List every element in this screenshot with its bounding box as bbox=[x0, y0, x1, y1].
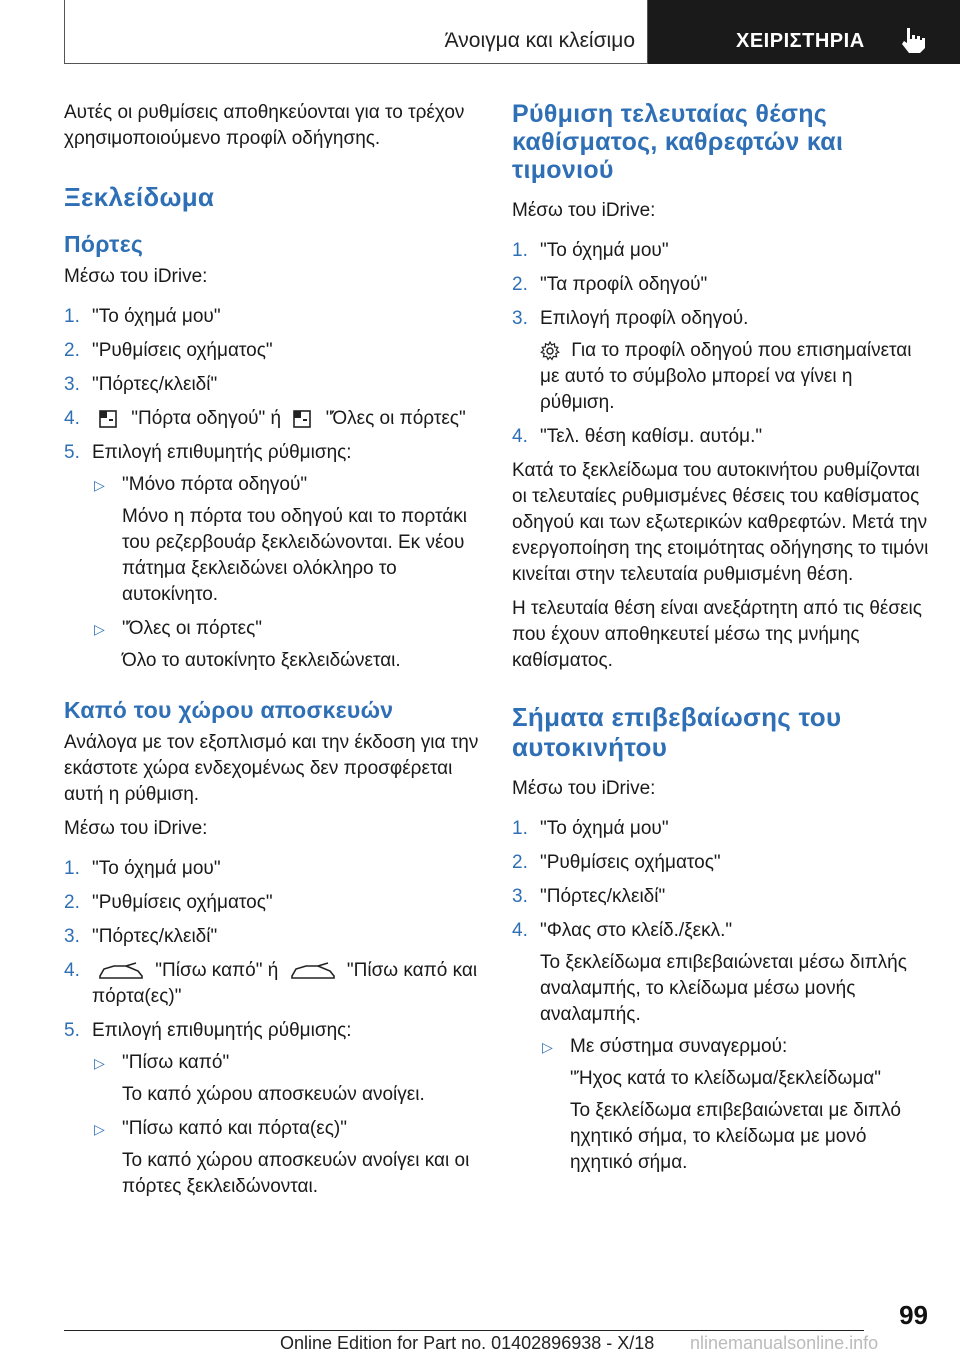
heading-last-position: Ρύθμιση τελευταίας θέσης καθίσματος, καθρεφτών και τιμονιού bbox=[512, 100, 844, 184]
triangle-bullet-icon: ▷ bbox=[542, 1039, 553, 1055]
left-column bbox=[64, 100, 484, 1208]
list-item: 1. "Το όχημά μου" bbox=[512, 818, 669, 839]
list-item: 3. Επιλογή προφίλ οδηγού. Για το προφίλ οδηγού που επισημαίνεται με αυτό το σύμβολο μπορεί να γίνει η ρύθμιση. bbox=[512, 306, 932, 416]
list-item: 3. "Πόρτες/κλειδί" bbox=[512, 886, 666, 907]
header-section-box bbox=[64, 0, 648, 64]
list-item: 1. "Το όχημά μου" bbox=[512, 240, 669, 261]
footer-edition: Online Edition for Part no. 01402896938 - X/18 bbox=[280, 1333, 655, 1353]
gear-icon bbox=[540, 341, 560, 361]
hand-pointer-icon bbox=[898, 26, 928, 54]
lastpos-steps bbox=[512, 238, 932, 450]
doors-steps bbox=[64, 304, 484, 674]
list-item: 4. "Πόρτα οδηγού" ή "Όλες οι πόρτες" bbox=[64, 408, 466, 429]
footer-divider bbox=[64, 1330, 864, 1331]
heading-doors: Πόρτες bbox=[64, 231, 144, 257]
sub-item: ▷ "Πίσω καπό" Το καπό χώρου αποσκευών ανοίγει. bbox=[94, 1052, 425, 1105]
sub-item: ▷ "Πίσω καπό και πόρτα(ες)" Το καπό χώρου αποσκευών ανοίγει και οι πόρτες ξεκλειδώνονται. bbox=[94, 1118, 470, 1197]
list-item: 2. "Τα προφίλ οδηγού" bbox=[512, 274, 708, 295]
lastpos-via-idrive: Μέσω του iDrive: bbox=[512, 200, 656, 221]
door-open-icon bbox=[98, 409, 120, 429]
page-number: 99 bbox=[899, 1300, 928, 1330]
triangle-bullet-icon: ▷ bbox=[94, 1121, 105, 1137]
list-item: 4. "Φλας στο κλείδ./ξεκλ." Το ξεκλείδωμα επιβεβαιώνεται μέσω διπλής αναλαμπής, το κλείδωμα μέσω μονής αναλαμπής. ▷ Με σύστημα συναγερμού: "Ήχος κατά το κλείδωμα/ξεκλείδωμα" Το ξεκλείδωμα επιβεβαιώνεται με διπλό ηχητικό σήμα, το κλείδωμα με μονό ηχητικό σήμα. bbox=[512, 918, 932, 1176]
header-chapter-title: ΧΕΙΡΙΣΤΗΡΙΑ bbox=[736, 30, 865, 52]
list-item: 4. "Τελ. θέση καθίσμ. αυτόμ." bbox=[512, 426, 763, 447]
heading-trunk: Καπό του χώρου αποσκευών bbox=[64, 697, 394, 723]
right-column bbox=[512, 100, 932, 1184]
lastpos-paragraph-1: Κατά το ξεκλείδωμα του αυτοκινήτου ρυθμίζονται οι τελευταίες ρυθμισμένες θέσεις του καθίσματος οδηγού και των εξωτερικών καθρεφτών. Μετά την ενεργοποίηση της ετοιμότητας οδήγησης το τιμόνι κινείται στην τελευταία ρυθμισμένη θέση. bbox=[512, 460, 929, 585]
triangle-bullet-icon: ▷ bbox=[94, 477, 105, 493]
car-trunk-icon bbox=[98, 961, 144, 981]
sub-item: ▷ "Μόνο πόρτα οδηγού" Μόνο η πόρτα του οδηγού και το πορτάκι του ρεζερβουάρ ξεκλειδώνονται. Εκ νέου πάτημα ξεκλειδώνει ολόκληρο το αυτοκίνητο. bbox=[94, 474, 467, 605]
trunk-steps bbox=[64, 856, 484, 1200]
heading-unlock: Ξεκλείδωμα bbox=[64, 182, 215, 212]
intro-paragraph: Αυτές οι ρυθμίσεις αποθηκεύονται για το τρέχον χρησιμοποιούμενο προφίλ οδήγησης. bbox=[64, 102, 465, 149]
sub-item: ▷ Με σύστημα συναγερμού: "Ήχος κατά το κλείδωμα/ξεκλείδωμα" Το ξεκλείδωμα επιβεβαιώνεται με διπλό ηχητικό σήμα, το κλείδωμα με μονό ηχητικό σήμα. bbox=[542, 1036, 901, 1173]
heading-confirm-signals: Σήματα επιβεβαίωσης του αυτοκινήτου bbox=[512, 702, 842, 762]
sub-item: ▷ "Όλες οι πόρτες" Όλο το αυτοκίνητο ξεκλειδώνεται. bbox=[94, 618, 401, 671]
confirm-via-idrive: Μέσω του iDrive: bbox=[512, 778, 656, 799]
list-item: 5. Επιλογή επιθυμητής ρύθμισης: ▷ "Μόνο πόρτα οδηγού" Μόνο η πόρτα του οδηγού και το πορτάκι του ρεζερβουάρ ξεκλειδώνονται. Εκ νέου πάτημα ξεκλειδώνει ολόκληρο το αυτοκίνητο. ▷ "Όλες οι πόρτες" Όλο το αυτοκίνητο ξεκλειδώνεται. bbox=[64, 440, 484, 674]
triangle-bullet-icon: ▷ bbox=[94, 1055, 105, 1071]
list-item: 4. "Πίσω καπό" ή "Πίσω καπό και πόρτα(ες)" bbox=[64, 960, 478, 1007]
footer-watermark: nlinemanualsonline.info bbox=[690, 1333, 879, 1353]
trunk-note: Ανάλογα με τον εξοπλισμό και την έκδοση για την εκάστοτε χώρα ενδεχομένως δεν προσφέρεται αυτή η ρύθμιση. bbox=[64, 732, 479, 805]
lastpos-paragraph-2: Η τελευταία θέση είναι ανεξάρτητη από τις θέσεις που έχουν αποθηκευτεί μέσω της μνήμης καθίσματος. bbox=[512, 598, 922, 671]
list-item: 3. "Πόρτες/κλειδί" bbox=[64, 374, 218, 395]
list-item: 2. "Ρυθμίσεις οχήματος" bbox=[512, 852, 721, 873]
header-section-title: Άνοιγμα και κλείσιμο bbox=[444, 29, 635, 52]
header-chapter-box bbox=[648, 0, 960, 64]
confirm-steps bbox=[512, 816, 932, 1176]
list-item: 3. "Πόρτες/κλειδί" bbox=[64, 926, 218, 947]
list-item: 1. "Το όχημά μου" bbox=[64, 858, 221, 879]
list-item: 1. "Το όχημά μου" bbox=[64, 306, 221, 327]
page-header bbox=[64, 0, 960, 64]
list-item: 2. "Ρυθμίσεις οχήματος" bbox=[64, 340, 273, 361]
gear-note: Για το προφίλ οδηγού που επισημαίνεται με αυτό το σύμβολο μπορεί να γίνει η ρύθμιση. bbox=[540, 340, 912, 413]
list-item: 5. Επιλογή επιθυμητής ρύθμισης: ▷ "Πίσω καπό" Το καπό χώρου αποσκευών ανοίγει. ▷ "Πίσω καπό και πόρτα(ες)" Το καπό χώρου αποσκευών ανοίγει και οι πόρτες ξεκλειδώνονται. bbox=[64, 1018, 484, 1200]
door-open-icon bbox=[292, 409, 314, 429]
trunk-via-idrive: Μέσω του iDrive: bbox=[64, 818, 208, 839]
triangle-bullet-icon: ▷ bbox=[94, 621, 105, 637]
list-item: 2. "Ρυθμίσεις οχήματος" bbox=[64, 892, 273, 913]
doors-via-idrive: Μέσω του iDrive: bbox=[64, 266, 208, 287]
car-trunk-icon bbox=[290, 961, 336, 981]
